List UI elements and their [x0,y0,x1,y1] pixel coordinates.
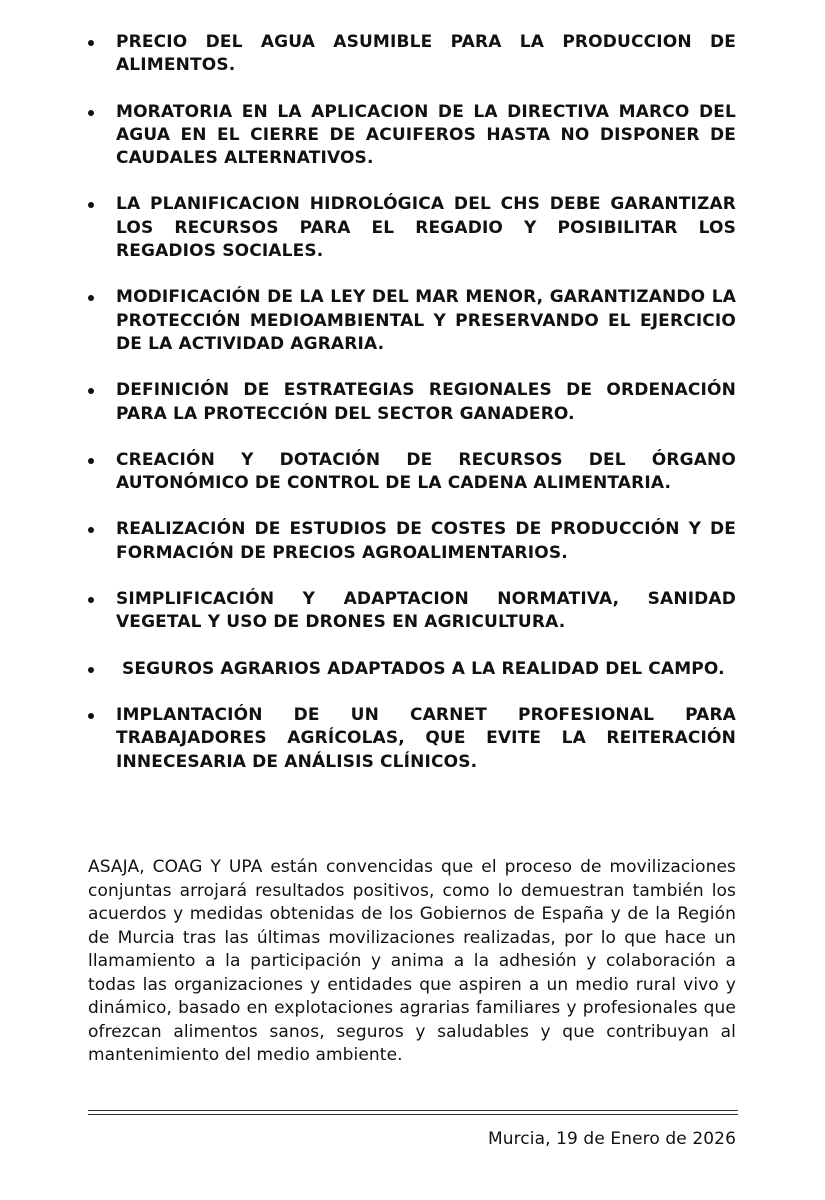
list-item-text: REALIZACIÓN DE ESTUDIOS DE COSTES DE PRODUCCIÓN Y DE FORMACIÓN DE PRECIOS AGROALIMENTARIOS. [116,519,736,563]
list-item [88,449,736,496]
bullet-icon [88,202,94,208]
list-item [88,31,736,78]
list-item-text: SIMPLIFICACIÓN Y ADAPTACION NORMATIVA, SANIDAD VEGETAL Y USO DE DRONES EN AGRICULTURA. [116,589,736,633]
list-item [88,588,736,635]
list-item-text: CREACIÓN Y DOTACIÓN DE RECURSOS DEL ÓRGANO AUTONÓMICO DE CONTROL DE LA CADENA ALIMENTARIA. [116,449,736,494]
list-item-text: LA PLANIFICACION HIDROLÓGICA DEL CHS DEBE GARANTIZAR LOS RECURSOS PARA EL REGADIO Y POSIBILITAR LOS REGADIOS SOCIALES. [116,194,736,262]
list-item-text: MODIFICACIÓN DE LA LEY DEL MAR MENOR, GARANTIZANDO LA PROTECCIÓN MEDIOAMBIENTAL Y PRESERVANDO EL EJERCICIO DE LA ACTIVIDAD AGRARIA. [116,287,736,354]
list-item [88,101,736,171]
bullet-icon [88,527,94,533]
bullet-icon [88,110,94,116]
list-item-text: SEGUROS AGRARIOS ADAPTADOS A LA REALIDAD DEL CAMPO. [122,658,725,679]
list-item-text: IMPLANTACIÓN DE UN CARNET PROFESIONAL PARA TRABAJADORES AGRÍCOLAS, QUE EVITE LA REITERACIÓN INNECESARIA DE ANÁLISIS CLÍNICOS. [116,704,736,772]
double-divider [88,1110,738,1115]
bullet-icon [88,40,94,46]
bullet-icon [88,667,94,673]
demands-list [88,31,736,797]
bullet-icon [88,388,94,394]
list-item [88,379,736,426]
bullet-icon [88,713,94,719]
list-item-text: MORATORIA EN LA APLICACION DE LA DIRECTIVA MARCO DEL AGUA EN EL CIERRE DE ACUIFEROS HASTA NO DISPONER DE CAUDALES ALTERNATIVOS. [116,101,736,169]
bullet-icon [88,458,94,464]
list-item [88,286,736,356]
list-item [88,658,736,681]
place-date: Murcia, 19 de Enero de 2026 [487,1129,736,1149]
list-item [88,704,736,774]
list-item [88,518,736,565]
list-item [88,193,736,263]
bullet-icon [88,597,94,603]
list-item-text: PRECIO DEL AGUA ASUMIBLE PARA LA PRODUCCION DE ALIMENTOS. [116,32,736,76]
closing-paragraph: ASAJA, COAG Y UPA están convencidas que el proceso de movilizaciones conjuntas arrojará resultados positivos, como lo demuestran también los acuerdos y medidas obtenidas de los Gobiernos de España y de la Región de Murcia tras las últimas movilizaciones realizadas, por lo que hace un llamamiento a la participación y anima a la adhesión y colaboración a todas las organizaciones y entidades que aspiren a un medio rural vivo y dinámico, basado en explotaciones agrarias familiares y profesionales que ofrezcan alimentos sanos, seguros y saludables y que contribuyan al mantenimiento del medio ambiente. [88,857,736,1065]
list-item-text: DEFINICIÓN DE ESTRATEGIAS REGIONALES DE ORDENACIÓN PARA LA PROTECCIÓN DEL SECTOR GANADERO. [116,380,736,424]
bullet-icon [88,295,94,301]
